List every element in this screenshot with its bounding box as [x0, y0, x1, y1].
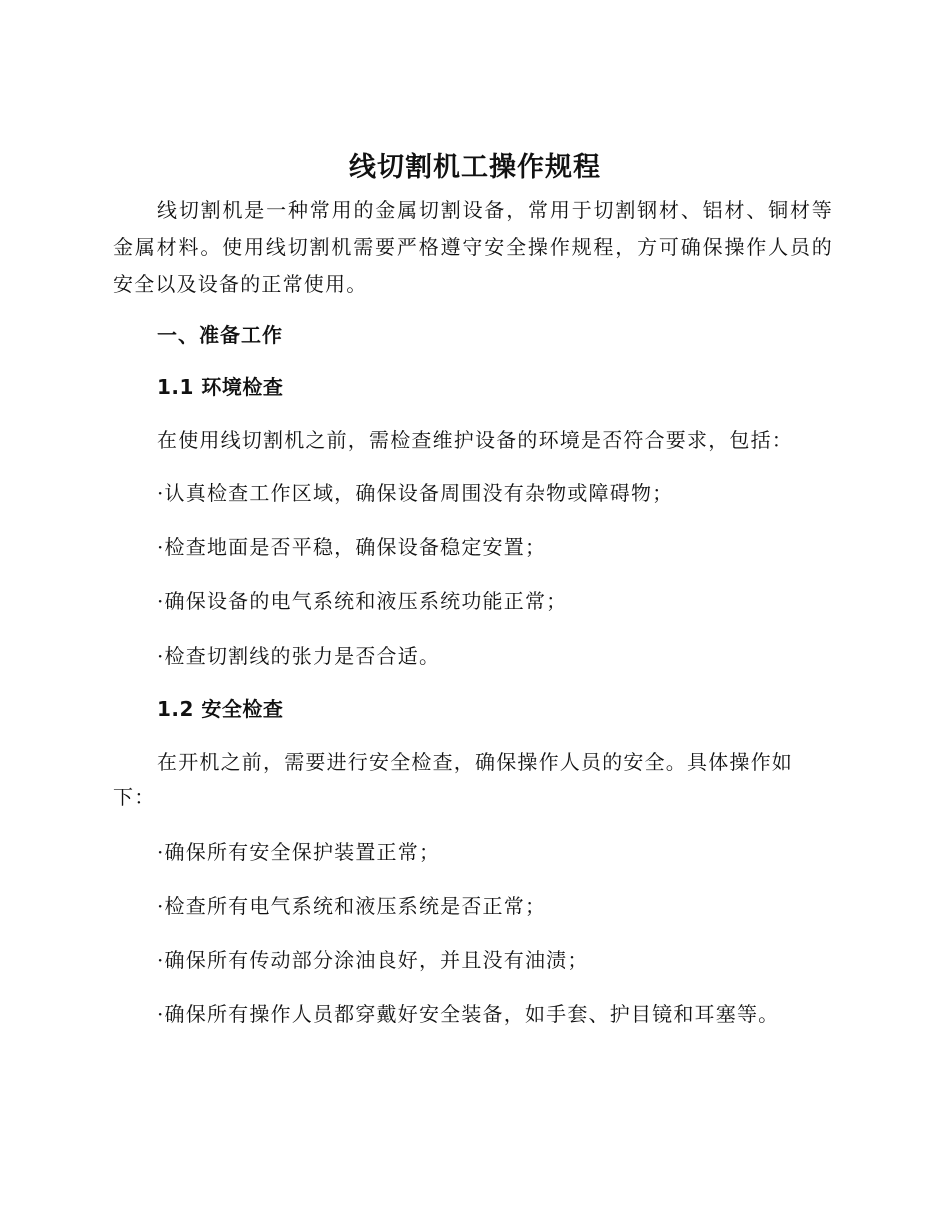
bullet-item: ·认真检查工作区域，确保设备周围没有杂物或障碍物；	[157, 481, 674, 505]
bullet-item: ·确保所有传动部分涂油良好，并且没有油渍；	[157, 948, 589, 972]
bullet-item: ·检查切割线的张力是否合适。	[157, 644, 441, 668]
section-heading-preparation: 一、准备工作	[157, 323, 283, 347]
bullet-item: ·检查所有电气系统和液压系统是否正常；	[157, 894, 547, 918]
bullet-item: ·确保所有操作人员都穿戴好安全装备，如手套、护目镜和耳塞等。	[157, 1002, 780, 1026]
subsection-heading-environment-check: 1.1 环境检查	[157, 375, 284, 399]
subsection-heading-safety-check: 1.2 安全检查	[157, 697, 284, 721]
bullet-item: ·确保所有安全保护装置正常；	[157, 840, 441, 864]
safety-check-lead: 在开机之前，需要进行安全检查，确保操作人员的安全。具体操作如下：	[113, 750, 793, 809]
bullet-item: ·确保设备的电气系统和液压系统功能正常；	[157, 589, 568, 613]
intro-paragraph: 线切割机是一种常用的金属切割设备，常用于切割钢材、铝材、铜材等金属材料。使用线切割机需要严格遵守安全操作规程，方可确保操作人员的安全以及设备的正常使用。	[113, 198, 833, 296]
document-title: 线切割机工操作规程	[349, 152, 601, 183]
environment-check-lead: 在使用线切割机之前，需检查维护设备的环境是否符合要求，包括：	[157, 428, 793, 452]
bullet-item: ·检查地面是否平稳，确保设备稳定安置；	[157, 535, 547, 559]
